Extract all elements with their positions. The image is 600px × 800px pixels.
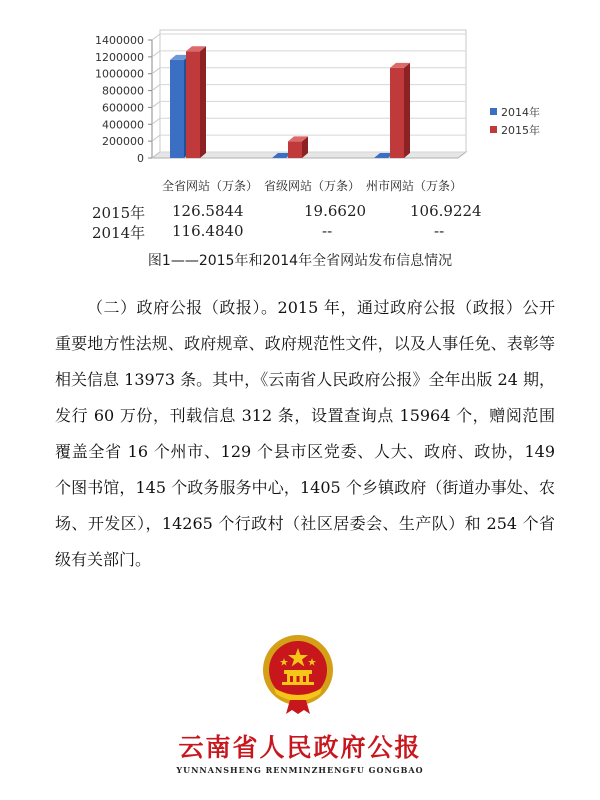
cell-prefecture: -- [434, 222, 445, 240]
cell-province: 116.4840 [172, 222, 244, 240]
figure-caption: 图1——2015年和2014年全省网站发布信息情况 [147, 253, 453, 269]
y-tick-label: 400000 [102, 118, 144, 132]
gridline-diag [152, 51, 160, 57]
y-tick-label: 1400000 [95, 34, 144, 47]
bar-chart [0, 0, 600, 200]
y-tick-label: 600000 [102, 101, 144, 115]
bar-2015年-1 [288, 141, 302, 158]
y-tick-label: 1200000 [95, 50, 144, 64]
legend-label: 2014年 [501, 106, 540, 119]
national-emblem-icon [260, 632, 336, 716]
cell-provincial: -- [322, 222, 333, 240]
cell-prefecture: 106.9224 [410, 202, 482, 220]
gridline-diag [152, 135, 160, 141]
bar-2015年-0 [186, 51, 200, 158]
brand-subtitle: YUNNANSHENG RENMINZHENGFU GONGBAO [176, 765, 424, 775]
legend-swatch [490, 126, 497, 133]
brand-title: 云南省人民政府公报 [178, 733, 422, 762]
x-category-label: 全省网站（万条） [161, 179, 259, 193]
legend-swatch [490, 108, 497, 115]
gridline-diag [152, 68, 160, 74]
bar-side-2015年-0 [200, 46, 206, 158]
x-category-label: 省级网站（万条） [263, 179, 361, 193]
gridline-diag [152, 101, 160, 107]
y-tick-label: 200000 [102, 135, 144, 149]
bar-2015年-2 [390, 68, 404, 158]
x-category-label: 州市网站（万条） [365, 179, 463, 193]
row-label: 2014年 [92, 224, 146, 242]
body-paragraph [55, 290, 555, 578]
legend-label: 2015年 [501, 124, 540, 137]
y-tick-label: 0 [137, 152, 144, 165]
gridline-diag [152, 118, 160, 124]
gridline-diag [152, 34, 160, 40]
paragraph-text: （二）政府公报（政报）。2015 年，通过政府公报（政报）公开重要地方性法规、政府规章、政府规范性文件，以及人事任免、表彰等相关信息 13973 条。其中，《云南省人民政府公报》全年出版 24 期，发行 60 万份，刊载信息 312 条，设置查询点 15964 个，赠阅范围覆盖全省 16 个州市、129 个县市区党委、人大、政府、政协，149 个图书馆，145 个政务服务中心，1405 个乡镇政府（街道办事处、农场、开发区），14265 个行政村（社区居委会、生产队）和 254 个省级有关部门。 [55, 298, 555, 569]
bar-side-2015年-2 [404, 63, 410, 158]
y-tick-label: 800000 [102, 84, 144, 98]
gridline-diag [152, 85, 160, 91]
cell-provincial: 19.6620 [304, 202, 367, 220]
y-tick-label: 1000000 [95, 67, 144, 81]
cell-province: 126.5844 [172, 202, 244, 220]
bar-2014年-0 [170, 60, 184, 158]
row-label: 2015年 [92, 204, 146, 222]
